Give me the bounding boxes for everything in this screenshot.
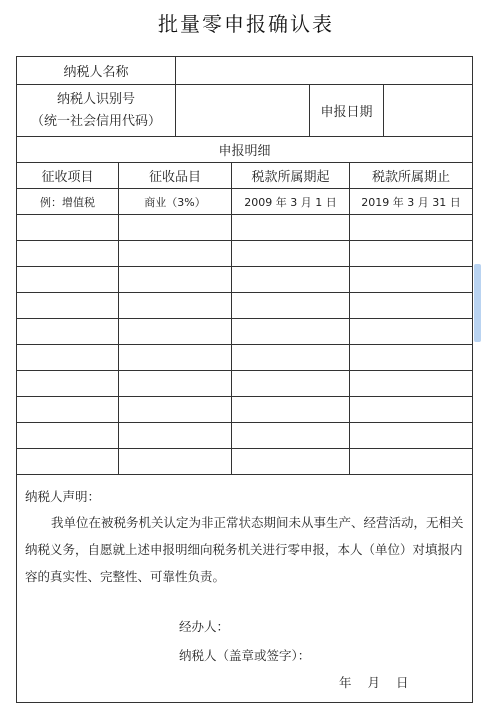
example-start-cell: 2009 年 3 月 1 日 [231,189,349,214]
column-header-category: 征收品目 [118,163,231,188]
table-cell[interactable] [231,319,349,344]
declaration-body: 我单位在被税务机关认定为非正常状态期间未从事生产、经营活动，无相关纳税义务，自愿就上述申报明细向税务机关进行零申报，本人（单位）对填报内容的真实性、完整性、可靠性负责。 [25,515,464,584]
table-cell[interactable] [349,345,472,370]
table-cell[interactable] [118,319,231,344]
handler-label: 经办人： [179,619,230,634]
table-cell[interactable] [231,267,349,292]
table-cell[interactable] [231,371,349,396]
table-cell[interactable] [231,449,349,474]
table-row [17,423,472,449]
table-cell[interactable] [118,267,231,292]
example-item-cell: 例：增值税 [40,195,95,209]
declaration-text [25,509,465,590]
taxpayer-id-label-line1: 纳税人识别号 [56,91,135,107]
taxpayer-name-label: 纳税人名称 [63,65,129,80]
table-cell[interactable] [118,397,231,422]
taxpayer-id-row [17,85,472,137]
table-cell[interactable] [118,215,231,240]
table-cell[interactable] [349,241,472,266]
column-header-item: 征收项目 [41,170,94,185]
declaration-date-label: 申报日期 [309,85,383,136]
taxpayer-id-label-line2: （统一社会信用代码） [30,113,161,129]
taxpayer-name-row [17,57,472,85]
table-row [17,345,472,371]
table-cell[interactable] [118,293,231,318]
table-cell[interactable] [17,345,118,370]
table-row [17,319,472,345]
table-cell[interactable] [349,397,472,422]
declaration-heading: 纳税人声明： [25,489,101,504]
table-cell[interactable] [231,423,349,448]
table-row [17,215,472,241]
table-row [17,293,472,319]
table-cell[interactable] [349,293,472,318]
details-section-title: 申报明细 [218,144,271,159]
example-category-cell: 商业（3%） [118,189,231,214]
table-cell[interactable] [17,241,118,266]
table-cell[interactable] [17,423,118,448]
table-cell[interactable] [231,345,349,370]
table-cell[interactable] [118,241,231,266]
table-row-example [17,189,472,215]
table-cell[interactable] [349,319,472,344]
table-row [17,371,472,397]
table-cell[interactable] [349,267,472,292]
table-cell[interactable] [349,371,472,396]
table-cell[interactable] [118,423,231,448]
column-header-period-end: 税款所属期止 [349,163,472,188]
table-row [17,397,472,423]
details-title-row [17,137,472,163]
table-cell[interactable] [17,449,118,474]
table-cell[interactable] [349,215,472,240]
table-cell[interactable] [118,371,231,396]
table-cell[interactable] [349,423,472,448]
document-title: 批量零申报确认表 [158,12,334,36]
taxpayer-sign-label: 纳税人（盖章或签字）： [179,648,311,663]
table-cell[interactable] [349,449,472,474]
table-cell[interactable] [118,345,231,370]
table-cell[interactable] [231,397,349,422]
table-cell[interactable] [17,397,118,422]
table-cell[interactable] [17,267,118,292]
table-cell[interactable] [231,215,349,240]
taxpayer-id-label [17,85,175,136]
table-cell[interactable] [17,293,118,318]
table-row [17,449,472,475]
table-cell[interactable] [231,241,349,266]
table-cell[interactable] [17,371,118,396]
table-row [17,267,472,293]
signature-date: 年 月 日 [339,675,409,690]
declaration-date-value[interactable] [383,85,472,136]
taxpayer-declaration [17,475,472,704]
table-row [17,241,472,267]
table-cell[interactable] [118,449,231,474]
taxpayer-id-value[interactable] [175,85,309,136]
details-header-row [17,163,472,189]
taxpayer-name-value[interactable] [175,57,472,84]
confirmation-form [16,56,473,703]
table-cell[interactable] [17,319,118,344]
table-cell[interactable] [17,215,118,240]
scrollbar-thumb[interactable] [474,264,481,342]
table-cell[interactable] [231,293,349,318]
column-header-period-start: 税款所属期起 [231,163,349,188]
example-end-cell: 2019 年 3 月 31 日 [349,189,472,214]
